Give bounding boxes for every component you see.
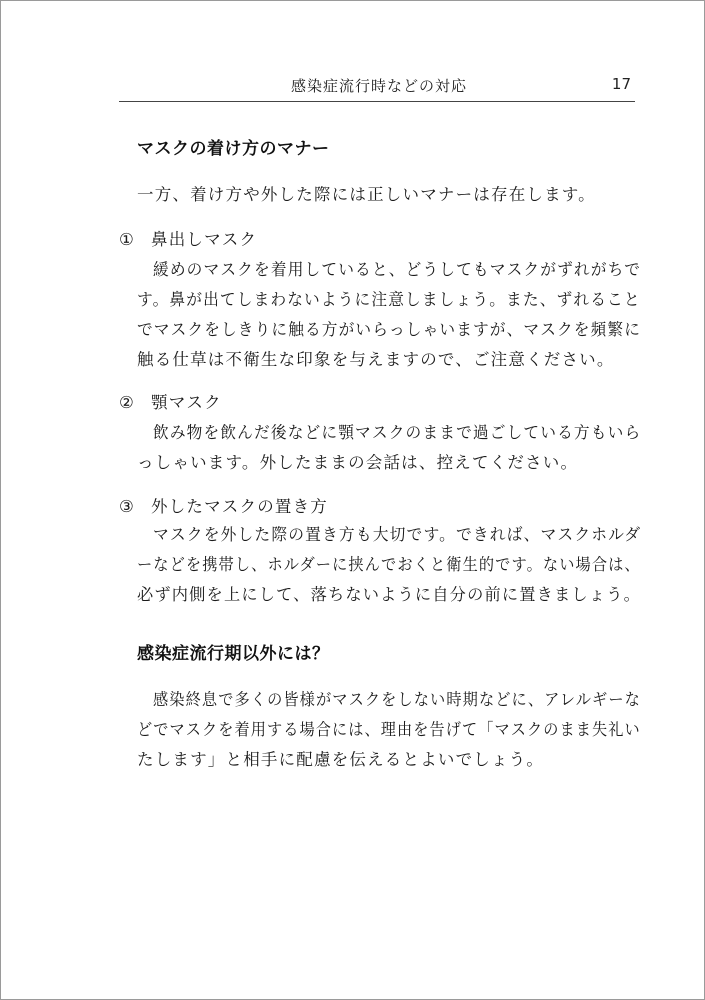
paragraph-line: す。鼻が出てしまわないように注意しましょう。また、ずれること xyxy=(137,290,641,309)
paragraph-line: 飲み物を飲んだ後などに顎マスクのままで過ごしている方もいら xyxy=(153,423,642,442)
item-title: 顎マスク xyxy=(151,393,222,412)
item-number: ③ xyxy=(119,497,134,516)
paragraph-line: どでマスクを着用する場合には、理由を告げて「マスクのまま失礼い xyxy=(137,720,641,739)
paragraph-line: たします」と相手に配慮を伝えるとよいでしょう。 xyxy=(137,750,545,769)
paragraph-line: ーなどを携帯し、ホルダーに挟んでおくと衛生的です。ない場合は、 xyxy=(137,555,641,574)
paragraph-line: でマスクをしきりに触る方がいらっしゃいますが、マスクを頻繁に xyxy=(137,320,641,339)
list-item-heading xyxy=(119,226,257,250)
paragraph-line: 触る仕草は不衛生な印象を与えますので、ご注意ください。 xyxy=(137,350,615,369)
section-heading-mask-manners: マスクの着け方のマナー xyxy=(137,139,330,159)
item-title: 鼻出しマスク xyxy=(151,230,258,249)
running-title: 感染症流行時などの対応 xyxy=(291,77,468,95)
paragraph-line: マスクを外した際の置き方も大切です。できれば、マスクホルダ xyxy=(153,525,642,544)
paragraph-line: 緩めのマスクを着用していると、どうしてもマスクがずれがちで xyxy=(153,260,642,279)
list-item-heading xyxy=(119,493,328,517)
paragraph-line: 必ず内側を上にして、落ちないように自分の前に置きましょう。 xyxy=(137,585,641,604)
paragraph-line: 感染終息で多くの皆様がマスクをしない時期などに、アレルギーな xyxy=(153,690,641,709)
paragraph-line: っしゃいます。外したままの会話は、控えてください。 xyxy=(137,453,579,472)
item-number: ① xyxy=(119,230,134,249)
running-header xyxy=(119,71,635,102)
section-intro: 一方、着け方や外した際には正しいマナーは存在します。 xyxy=(137,185,596,204)
item-number: ② xyxy=(119,393,134,412)
item-title: 外したマスクの置き方 xyxy=(151,497,328,516)
list-item-heading xyxy=(119,389,222,413)
section-heading-non-epidemic: 感染症流行期以外には？ xyxy=(137,644,330,664)
page-number: 17 xyxy=(611,75,631,93)
